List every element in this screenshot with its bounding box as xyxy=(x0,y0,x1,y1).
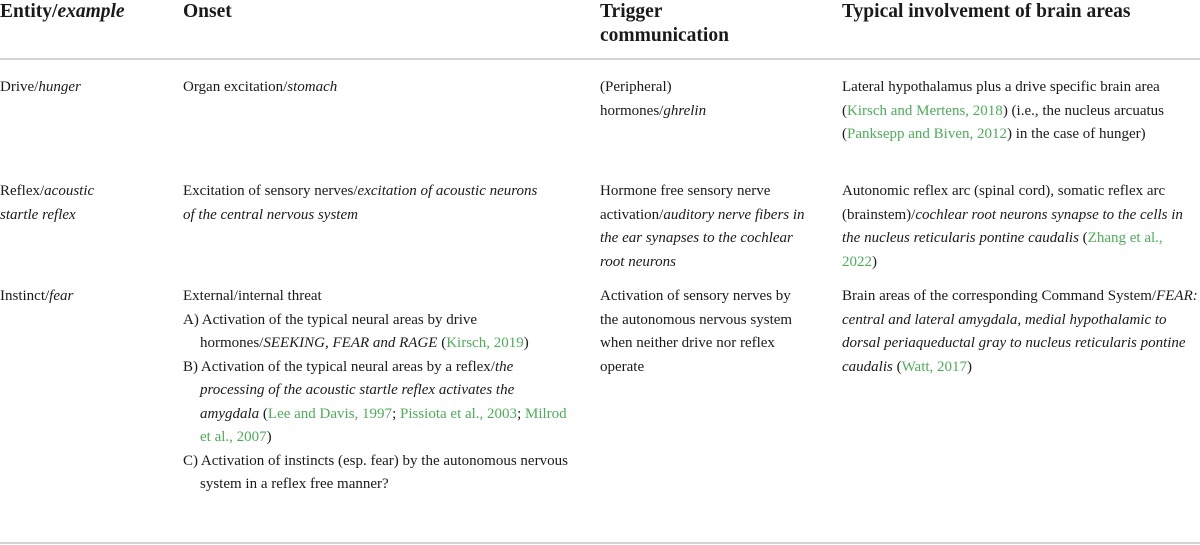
bottom-rule xyxy=(0,542,1200,544)
italic-text: excitation of acoustic neurons of the central nervous system xyxy=(183,183,538,223)
cell-entity xyxy=(0,285,170,309)
text: ) xyxy=(872,253,877,270)
text: ) xyxy=(967,358,973,375)
citation-link[interactable]: Milrod et al., 2007 xyxy=(200,405,567,445)
header-onset xyxy=(183,0,578,24)
citation-link[interactable]: Kirsch and Mertens, 2018 xyxy=(847,102,1003,119)
text: ( xyxy=(1078,230,1088,246)
header-text: Trigger communication xyxy=(600,1,729,46)
text: A) Activation of the typical neural areas by drive hormones/ xyxy=(183,311,478,351)
italic-text: auditory nerve fibers in the ear synapses to the cochlear root neurons xyxy=(600,206,805,270)
text: ) xyxy=(266,429,272,445)
cell-trigger xyxy=(600,180,805,274)
header-text: Onset xyxy=(183,1,232,22)
text: C) Activation of instincts (esp. fear) by the autonomous nervous system in a reflex free manner? xyxy=(183,452,568,492)
citation-link[interactable]: Pissiota et al., 2003 xyxy=(399,405,518,422)
citation-link[interactable]: Lee and Davis, 1997 xyxy=(267,405,393,422)
text: Excitation of sensory nerves/ xyxy=(183,183,358,199)
text: Lateral hypothalamus plus a drive specific brain area ( xyxy=(842,79,1160,119)
italic-text: SEEKING, FEAR and RAGE xyxy=(263,335,438,351)
text: Autonomic reflex arc (spinal cord), somatic reflex arc (brainstem)/ xyxy=(842,183,1166,223)
citation-link[interactable]: Panksepp and Biven, 2012 xyxy=(847,126,1007,142)
header-text: Entity/ xyxy=(0,1,58,22)
header-text: Typical involvement of brain areas xyxy=(842,1,1131,22)
text: Reflex/ xyxy=(0,183,45,199)
citation-link[interactable]: Kirsch, 2019 xyxy=(446,335,524,351)
cell-brain xyxy=(842,76,1200,147)
citation-link[interactable]: Zhang et al., 2022 xyxy=(842,230,1163,270)
text: ( xyxy=(437,335,447,351)
cell-brain xyxy=(842,180,1200,274)
text: ( xyxy=(259,405,268,422)
text: ) xyxy=(523,335,529,351)
header-italic-text: example xyxy=(57,1,125,22)
text: ( xyxy=(892,358,902,375)
italic-text: : central and lateral amygdala, medial hypothalamic to dorsal periaqueductal gray to nucleus reticularis pontine caudalis xyxy=(842,288,1198,375)
italic-text: FEAR xyxy=(1156,288,1193,304)
text: Instinct/ xyxy=(0,288,50,304)
cell-brain xyxy=(842,285,1200,379)
cell-onset xyxy=(183,76,578,100)
list-item-b xyxy=(183,356,573,450)
header-trigger xyxy=(600,0,780,48)
citation-link[interactable]: Watt, 2017 xyxy=(901,358,968,375)
list-item-a xyxy=(183,309,540,356)
cell-trigger xyxy=(600,76,750,123)
cell-trigger xyxy=(600,285,805,379)
text: ; xyxy=(517,405,525,422)
text: B) Activation of the typical neural areas by a reflex/ xyxy=(183,358,495,375)
cell-entity xyxy=(0,180,120,227)
italic-text: stomach xyxy=(287,79,338,95)
italic-text: cochlear root neurons synapse to the cells in the nucleus reticularis pontine caudalis xyxy=(842,206,1183,246)
text: Hormone free sensory nerve activation/ xyxy=(600,183,771,223)
header-brain-areas xyxy=(842,0,1200,24)
cell-entity xyxy=(0,76,170,100)
onset-list xyxy=(183,309,573,497)
text: Activation of sensory nerves by the autonomous nervous system when neither drive nor reflex operate xyxy=(600,288,793,375)
italic-text: ghrelin xyxy=(663,102,707,119)
list-item-c xyxy=(183,450,573,497)
italic-text: the processing of the acoustic startle reflex activates the amygdala xyxy=(200,358,515,422)
italic-text: fear xyxy=(49,288,74,304)
italic-text: hunger xyxy=(38,79,81,95)
text: (Peripheral) hormones/ xyxy=(600,79,672,119)
table-header xyxy=(0,0,1200,60)
onset-intro: External/internal threat xyxy=(183,288,322,304)
cell-onset xyxy=(183,285,573,497)
italic-text: acoustic startle reflex xyxy=(0,183,95,223)
cell-onset xyxy=(183,180,548,227)
text: ) (i.e., the nucleus arcuatus ( xyxy=(842,102,1164,142)
text: Organ excitation/ xyxy=(183,79,288,95)
text: Brain areas of the corresponding Command System/ xyxy=(842,288,1157,304)
text: ; xyxy=(392,405,400,422)
text: ) in the case of hunger) xyxy=(1006,126,1146,142)
header-entity xyxy=(0,0,170,24)
text: Drive/ xyxy=(0,79,39,95)
